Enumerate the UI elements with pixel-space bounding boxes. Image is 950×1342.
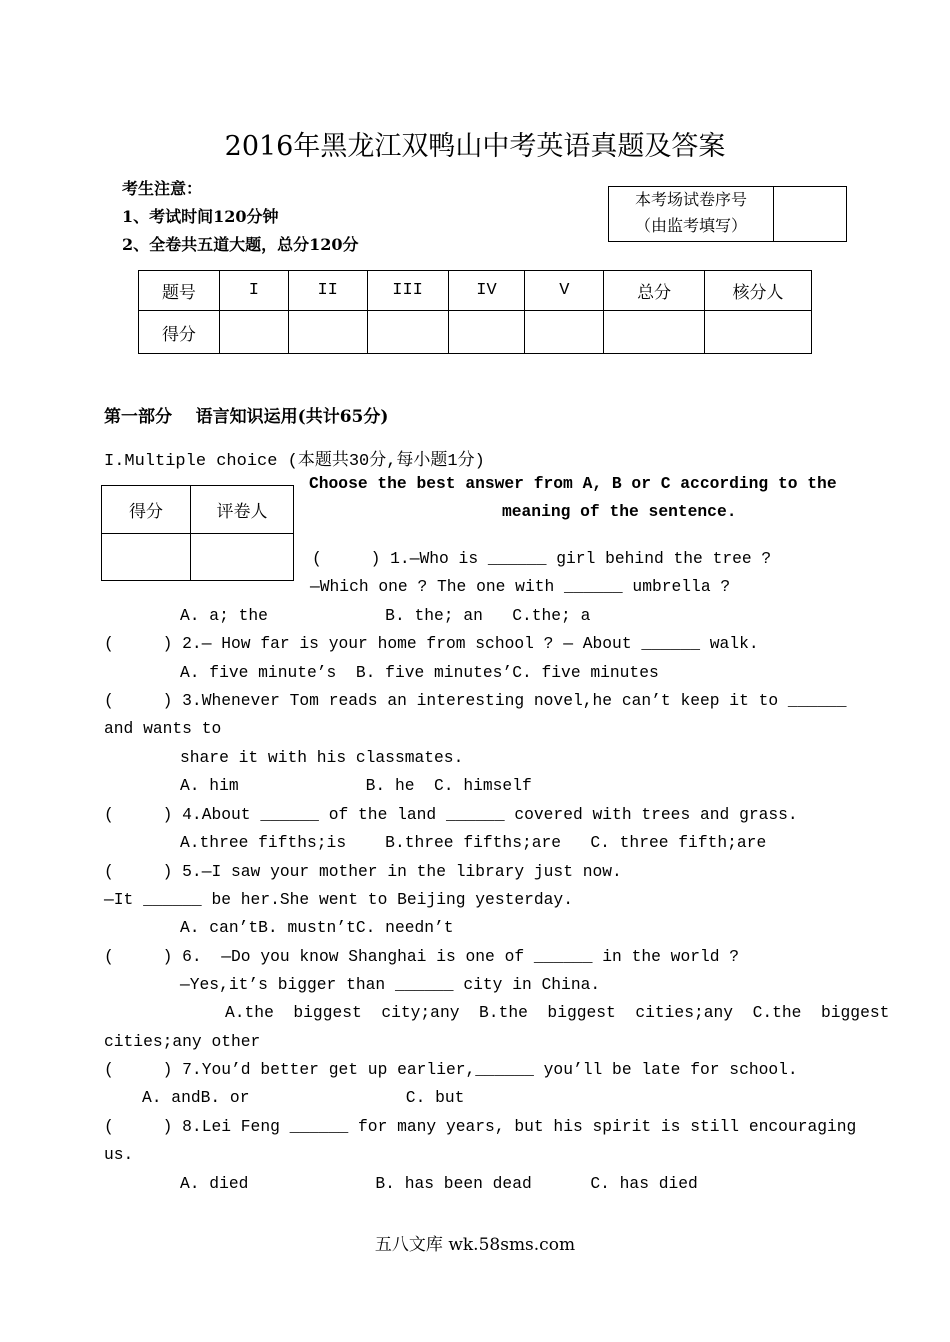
question-4-options: A.three fifths;is B.three fifths;are C. three fifth;are xyxy=(180,833,767,852)
footer-watermark: 五八文库 wk.58sms.com xyxy=(374,1235,576,1255)
question-1-reply: —Which one ? The one with ______ umbrella ? xyxy=(310,577,731,596)
question-6-stem: ( ) 6. —Do you know Shanghai is one of ______ in the world ? xyxy=(104,947,740,966)
question-5-stem: ( ) 5.—I saw your mother in the library just now. xyxy=(104,862,622,881)
grader-header-grader: 评卷人 xyxy=(191,486,294,534)
question-8-stem-cont: us. xyxy=(104,1145,134,1164)
question-3-stem: ( ) 3.Whenever Tom reads an interesting novel,he can’t keep it to ______ xyxy=(104,691,847,710)
score-cell[interactable] xyxy=(288,311,367,354)
score-cell[interactable] xyxy=(219,311,288,354)
score-header-5: V xyxy=(525,271,604,311)
question-8-options: A. died B. has been dead C. has died xyxy=(180,1174,698,1193)
score-header-total: 总分 xyxy=(604,271,705,311)
page-title: 2016年黑龙江双鸭山中考英语真题及答案 xyxy=(224,131,726,162)
score-header-1: I xyxy=(219,271,288,311)
question-2-stem: ( ) 2.— How far is your home from school ? — About ______ walk. xyxy=(104,634,759,653)
serial-value-cell[interactable] xyxy=(774,187,847,242)
grader-table xyxy=(101,485,294,581)
serial-label-line1: 本考场试卷序号 xyxy=(634,192,747,209)
question-7-options: A. andB. or C. but xyxy=(142,1088,465,1107)
question-2-options: A. five minute’s B. five minutes’C. five minutes xyxy=(180,663,659,682)
question-7-stem: ( ) 7.You’d better get up earlier,______ you’ll be late for school. xyxy=(104,1060,798,1079)
serial-label-line2: （由监考填写） xyxy=(634,218,747,235)
score-cell[interactable] xyxy=(367,311,448,354)
instruction-line2: meaning of the sentence. xyxy=(502,502,737,521)
score-cell[interactable] xyxy=(604,311,705,354)
question-5-options: A. can’tB. mustn’tC. needn’t xyxy=(180,918,454,937)
question-6-options-cont: cities;any other xyxy=(104,1032,261,1051)
question-8-stem: ( ) 8.Lei Feng ______ for many years, but his spirit is still encouraging xyxy=(104,1117,857,1136)
question-4-stem: ( ) 4.About ______ of the land ______ covered with trees and grass. xyxy=(104,805,798,824)
grader-score-cell[interactable] xyxy=(102,534,191,581)
section1-heading: I.Multiple choice (本题共30分,每小题1分) xyxy=(104,452,485,471)
score-cell[interactable] xyxy=(705,311,812,354)
score-table xyxy=(138,270,812,354)
notice-item-time: 1、考试时间120分钟 xyxy=(122,207,279,226)
serial-number-box xyxy=(608,186,847,242)
instruction-line1: Choose the best answer from A, B or C according to the xyxy=(309,474,837,493)
question-3-options: A. him B. he C. himself xyxy=(180,776,532,795)
score-header-qnum: 题号 xyxy=(139,271,220,311)
score-header-checker: 核分人 xyxy=(705,271,812,311)
score-header-3: III xyxy=(367,271,448,311)
score-header-4: IV xyxy=(448,271,525,311)
question-3-stem-cont2: share it with his classmates. xyxy=(180,748,464,767)
score-cell[interactable] xyxy=(448,311,525,354)
question-3-stem-cont: and wants to xyxy=(104,719,222,738)
notice-item-total: 2、全卷共五道大题，总分120分 xyxy=(122,235,359,254)
grader-header-score: 得分 xyxy=(102,486,191,534)
score-cell[interactable] xyxy=(525,311,604,354)
grader-name-cell[interactable] xyxy=(191,534,294,581)
notice-heading: 考生注意： xyxy=(122,179,203,198)
score-header-2: II xyxy=(288,271,367,311)
question-1-stem: ( ) 1.—Who is ______ girl behind the tree ? xyxy=(312,549,772,568)
question-6-options: A.the biggest city;any B.the biggest cities;any C.the biggest xyxy=(225,1003,890,1022)
question-6-reply: —Yes,it’s bigger than ______ city in China. xyxy=(180,975,601,994)
question-1-options: A. a; the B. the; an C.the; a xyxy=(180,606,591,625)
question-5-reply: —It ______ be her.She went to Beijing yesterday. xyxy=(104,890,573,909)
score-row-label: 得分 xyxy=(139,311,220,354)
part1-heading: 第一部分 语言知识运用(共计65分) xyxy=(104,407,389,427)
